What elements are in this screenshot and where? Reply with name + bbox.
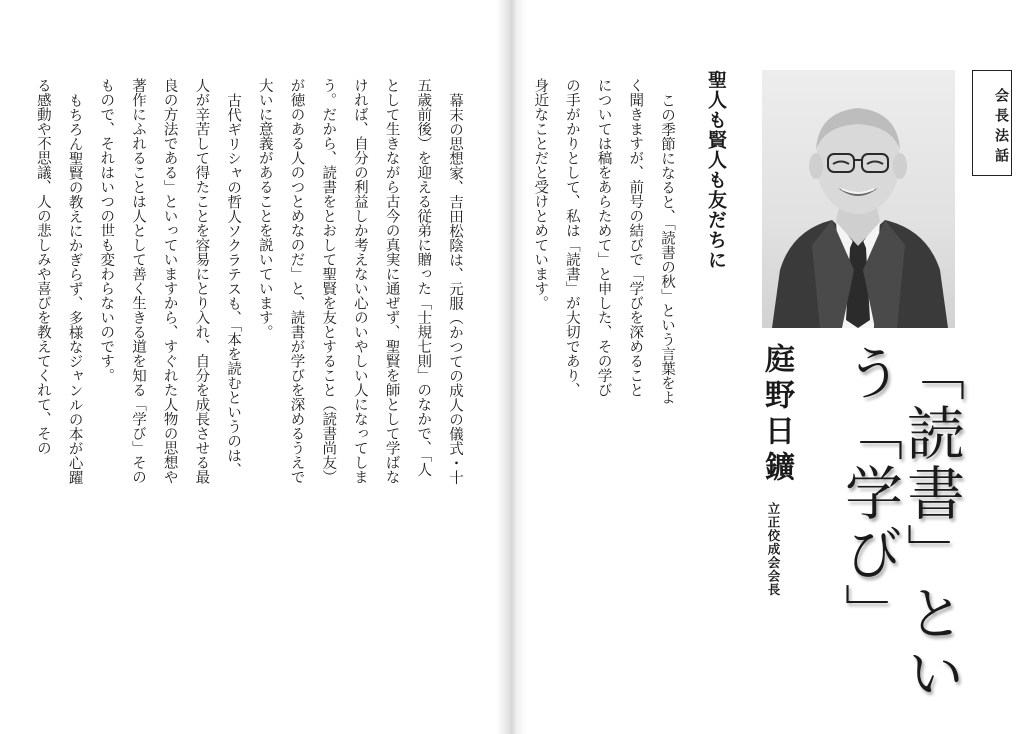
intro-text xyxy=(532,78,682,408)
paragraph: 古代ギリシャの哲人ソクラテスも、「本を読むというのは、人が辛苦して得たことを容易にとり入れ、自分を成長させる最良の方法である」といっていますから、すぐれた人物の思想や著作にふれることは人として善く生きる道を知る「学び」そのもので、それはいつの世も変わらないのです。 xyxy=(98,78,242,484)
paragraph: もちろん聖賢の教えにかぎらず、多様なジャンルの本が心躍る感動や不思議、人の悲しみや喜びを教えてくれて、その xyxy=(34,78,83,484)
paragraph: 幕末の思想家、吉田松陰は、元服（かつての成人の儀式・十五歳前後）を迎える従弟に贈った「士規七則」のなかで、「人として生きながら古今の真実に通ぜず、聖賢を師として学ばなければ、自分の利益しか考えない心のいやしい人になってしまう。だから、読書をとおして聖賢を友とすること（読書尚友）が徳のある人のつとめなのだ」と、読書が学びを深めるうえで大いに意義があることを説いています。 xyxy=(256,78,463,484)
author-photo xyxy=(762,70,955,328)
left-body-text xyxy=(34,78,470,488)
author-role: 立正佼成会会長 xyxy=(766,502,781,597)
portrait-illustration xyxy=(762,70,955,328)
binding-gutter xyxy=(496,0,526,734)
section-label-box xyxy=(972,70,1012,176)
paragraph: この季節になると、「読書の秋」という言葉をよく聞きますが、前号の結びで「学びを深めることについては稿をあらためて」と申した、その学びの手がかりとして、私は「読書」が大切であり、身近なことだと受けとめています。 xyxy=(532,78,675,405)
section-label: 会長法話 xyxy=(993,88,1009,168)
article-title: 「読書」という「学び」 xyxy=(835,343,965,703)
subtitle: 聖人も賢人も友だちに xyxy=(705,70,727,270)
author-name: 庭野日鑛 xyxy=(759,343,794,487)
